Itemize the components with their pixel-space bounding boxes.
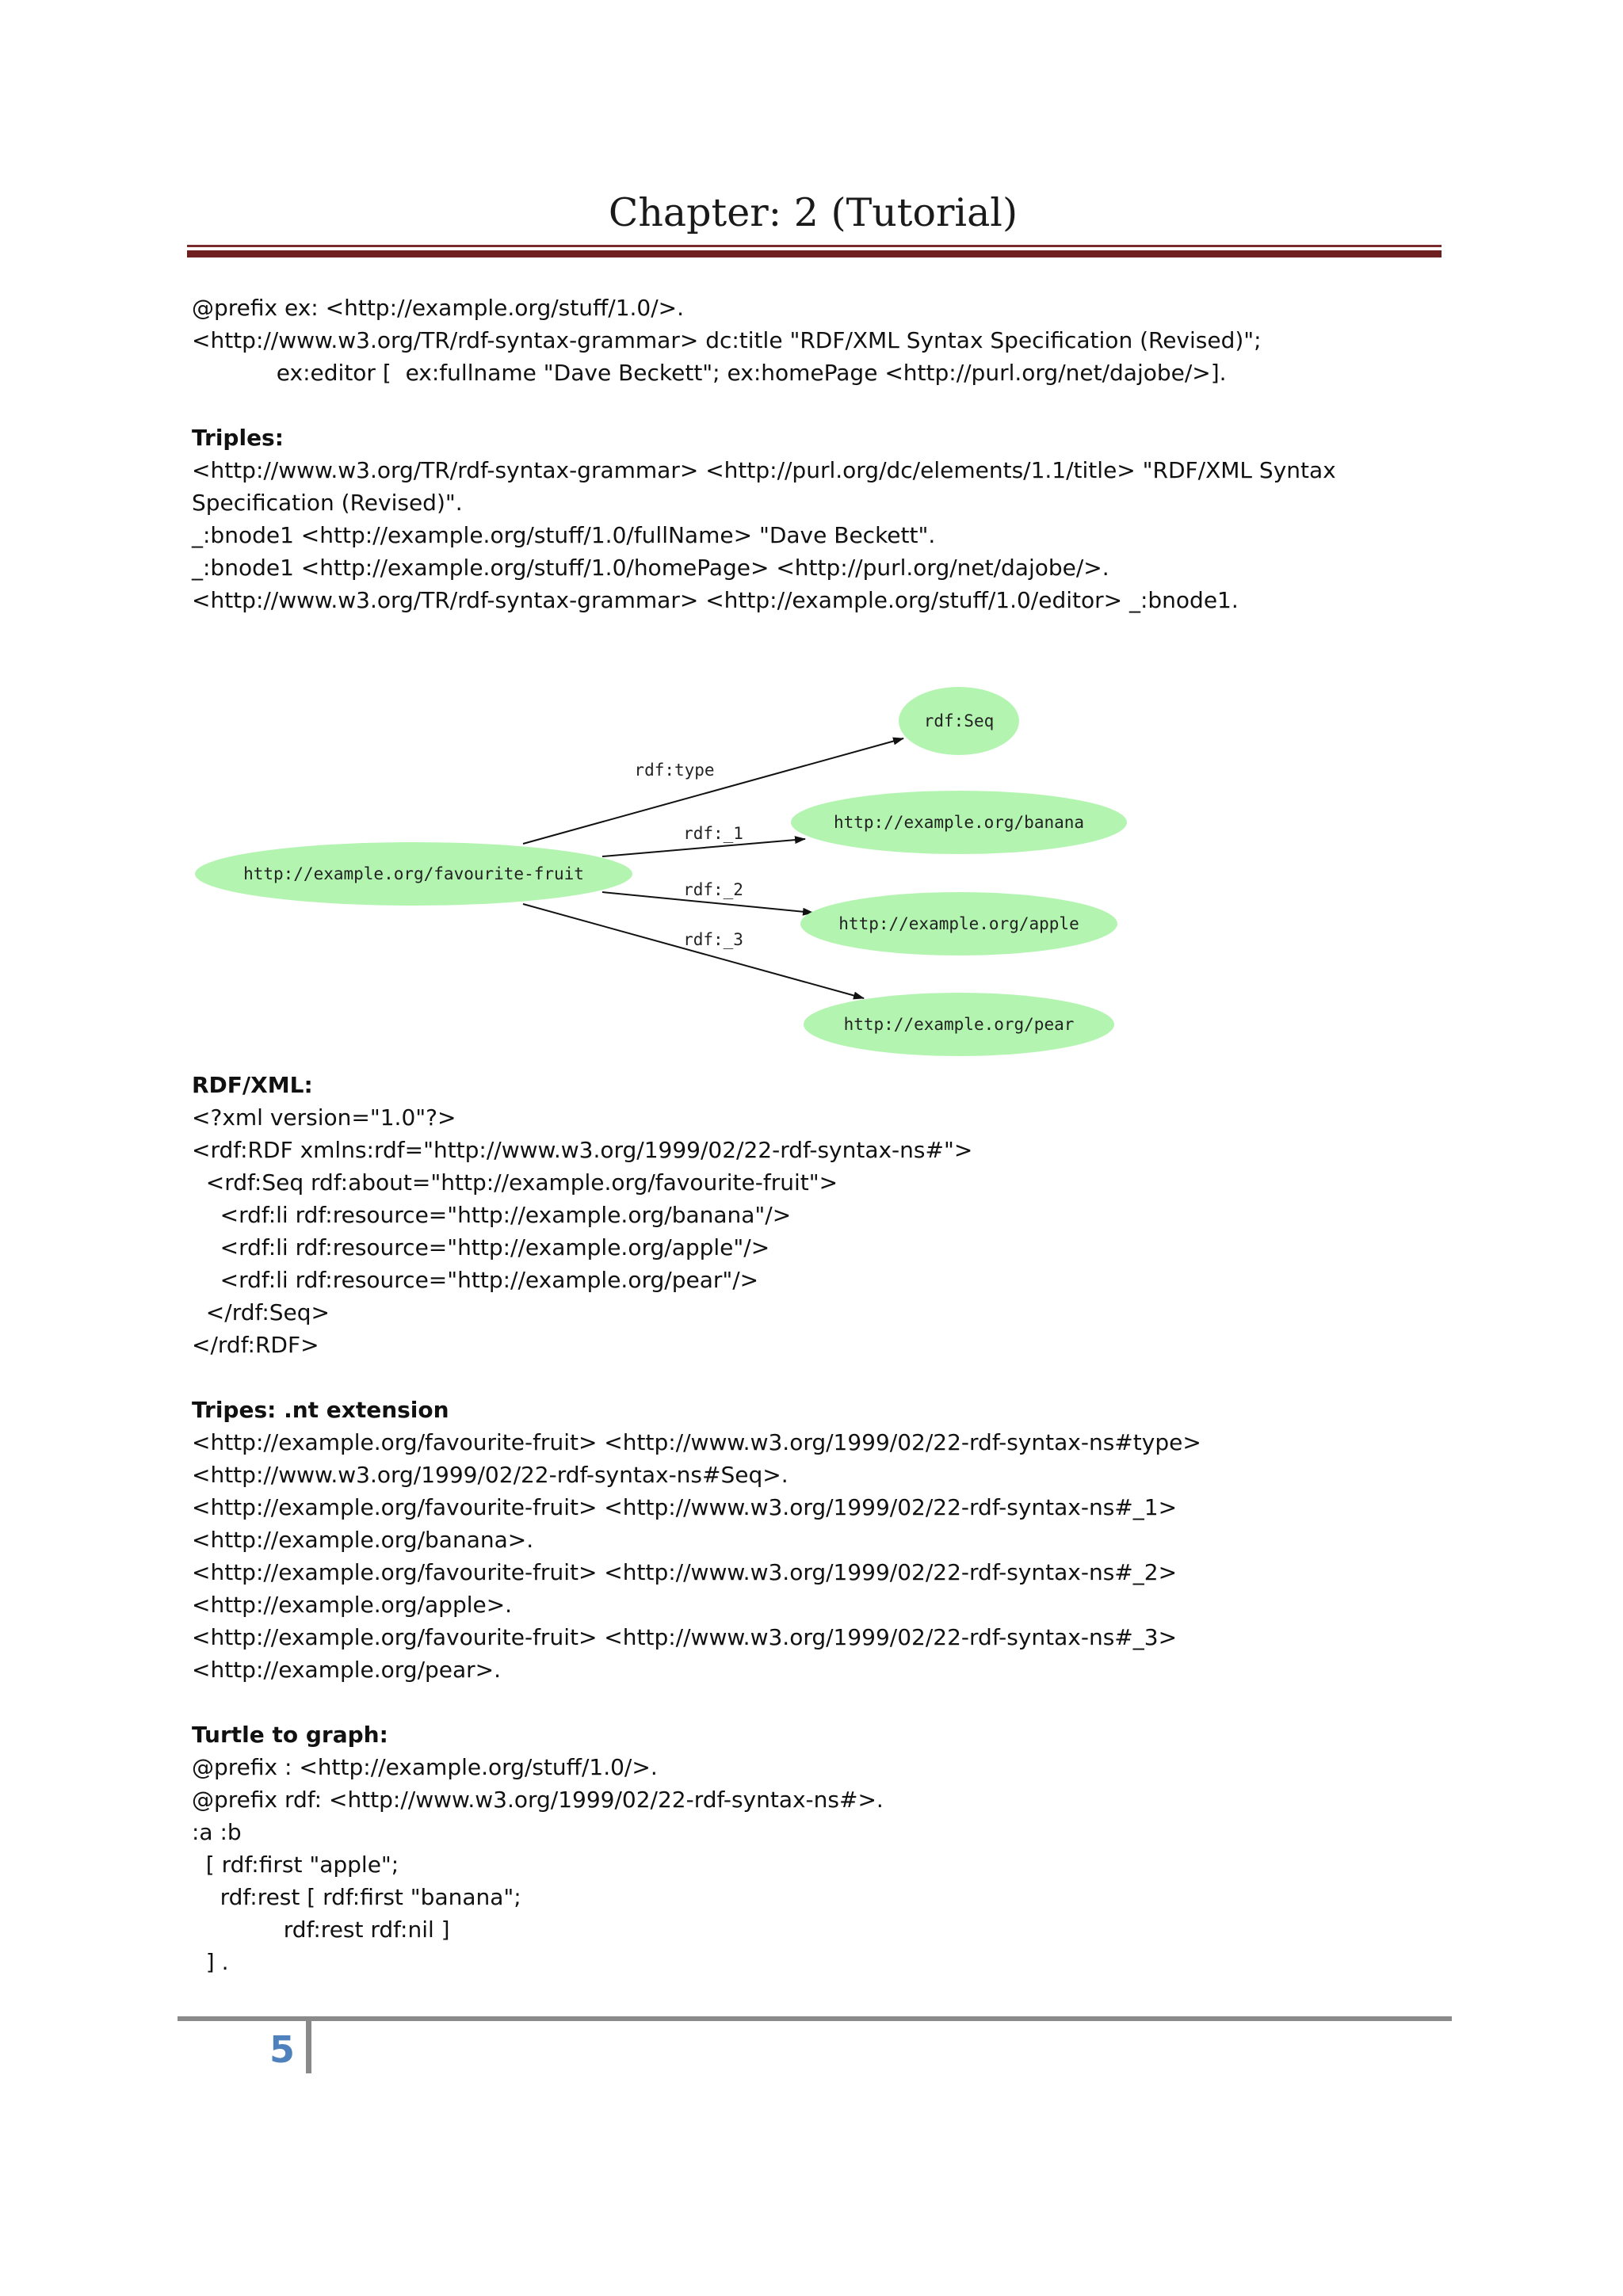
text-line: <http://example.org/favourite-fruit> <http://www.w3.org/1999/02/22-rdf-syntax-ns#_1>	[192, 1494, 1178, 1520]
blank-line	[192, 389, 1336, 421]
page-header-title: Chapter: 2 (Tutorial)	[608, 190, 1018, 235]
node-apple-label: http://example.org/apple	[838, 914, 1079, 933]
text-line: <rdf:li rdf:resource="http://example.org/pear"/>	[192, 1267, 759, 1293]
text-line: :a :b	[192, 1819, 242, 1845]
blank-line	[192, 1686, 1201, 1718]
text-line: ex:editor [ ex:fullname "Dave Beckett"; ex:homePage <http://purl.org/net/dajobe/>].	[192, 360, 1227, 386]
text-line: <http://www.w3.org/1999/02/22-rdf-syntax-ns#Seq>.	[192, 1462, 789, 1488]
footer-rule	[178, 2016, 1452, 2021]
header-rule-thin	[187, 245, 1442, 247]
text-line: <http://example.org/favourite-fruit> <http://www.w3.org/1999/02/22-rdf-syntax-ns#type>	[192, 1429, 1201, 1455]
text-line: <?xml version="1.0"?>	[192, 1104, 456, 1131]
text-line: <http://example.org/banana>.	[192, 1527, 534, 1553]
section-heading: RDF/XML:	[192, 1072, 313, 1098]
text-line: <http://www.w3.org/TR/rdf-syntax-grammar> dc:title "RDF/XML Syntax Specification (Revised)";	[192, 327, 1262, 353]
edge-2-label: rdf:_2	[683, 880, 743, 899]
text-line: _:bnode1 <http://example.org/stuff/1.0/homePage> <http://purl.org/net/dajobe/>.	[192, 555, 1109, 581]
text-line: <http://example.org/pear>.	[192, 1657, 502, 1683]
header-rule-thick	[187, 250, 1442, 257]
text-line: rdf:rest rdf:nil ]	[192, 1917, 450, 1943]
edge-type-label: rdf:type	[634, 761, 715, 780]
footer-divider	[306, 2021, 311, 2073]
node-rdf-seq-label: rdf:Seq	[923, 711, 995, 730]
text-line: [ rdf:first "apple";	[192, 1852, 399, 1878]
text-line: <http://example.org/apple>.	[192, 1592, 513, 1618]
text-line: Specification (Revised)".	[192, 490, 463, 516]
text-line: <rdf:li rdf:resource="http://example.org/apple"/>	[192, 1234, 770, 1261]
node-favourite-fruit-label: http://example.org/favourite-fruit	[243, 864, 584, 883]
text-line: rdf:rest [ rdf:first "banana";	[192, 1884, 521, 1910]
blank-line	[192, 1361, 1201, 1394]
rdfxml-triples-turtle-block	[192, 1069, 1201, 1978]
text-line: <http://example.org/favourite-fruit> <http://www.w3.org/1999/02/22-rdf-syntax-ns#_3>	[192, 1624, 1178, 1650]
text-line: <http://www.w3.org/TR/rdf-syntax-grammar> <http://example.org/stuff/1.0/editor> _:bnode1.	[192, 587, 1239, 613]
text-line: <rdf:RDF xmlns:rdf="http://www.w3.org/1999/02/22-rdf-syntax-ns#">	[192, 1137, 973, 1163]
text-line: @prefix : <http://example.org/stuff/1.0/>.	[192, 1754, 658, 1780]
text-line: @prefix rdf: <http://www.w3.org/1999/02/22-rdf-syntax-ns#>.	[192, 1787, 884, 1813]
text-line: <rdf:Seq rdf:about="http://example.org/favourite-fruit">	[192, 1169, 838, 1196]
edge-3-label: rdf:_3	[683, 930, 743, 949]
text-line: </rdf:RDF>	[192, 1332, 319, 1358]
section-heading: Tripes: .nt extension	[192, 1397, 449, 1423]
edge-1-label: rdf:_1	[683, 824, 743, 843]
page-number: 5	[269, 2028, 296, 2071]
text-line: <rdf:li rdf:resource="http://example.org/banana"/>	[192, 1202, 792, 1228]
section-heading: Turtle to graph:	[192, 1722, 388, 1748]
text-line: <http://www.w3.org/TR/rdf-syntax-grammar> <http://purl.org/dc/elements/1.1/title> "RDF/XML Syntax	[192, 457, 1336, 483]
text-line: </rdf:Seq>	[192, 1299, 330, 1325]
section-heading: Triples:	[192, 425, 284, 451]
turtle-example-block	[192, 292, 1336, 616]
text-line: <http://example.org/favourite-fruit> <http://www.w3.org/1999/02/22-rdf-syntax-ns#_2>	[192, 1559, 1178, 1585]
rdf-seq-graph-diagram	[187, 681, 1138, 1070]
text-line: ] .	[192, 1949, 229, 1975]
node-banana-label: http://example.org/banana	[833, 813, 1085, 832]
node-pear-label: http://example.org/pear	[843, 1015, 1075, 1034]
text-line: _:bnode1 <http://example.org/stuff/1.0/fullName> "Dave Beckett".	[192, 522, 936, 548]
text-line: @prefix ex: <http://example.org/stuff/1.0/>.	[192, 295, 685, 321]
